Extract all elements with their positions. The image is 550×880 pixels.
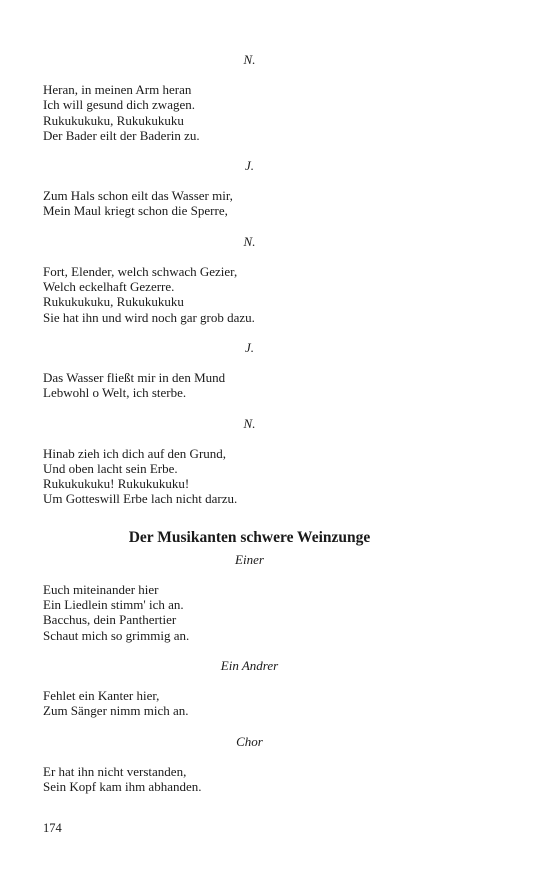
speaker-label: N. bbox=[243, 415, 256, 431]
verse-line: Sein Kopf kam ihm abhanden. bbox=[43, 778, 202, 794]
verse-line: Schaut mich so grimmig an. bbox=[43, 627, 190, 643]
stanza bbox=[43, 446, 456, 507]
verse-line: Welch eckelhaft Gezerre. bbox=[43, 279, 175, 295]
stanza bbox=[43, 82, 456, 143]
speaker-label: N. bbox=[243, 52, 256, 67]
verse-line: Hinab zieh ich dich auf den Grund, bbox=[43, 445, 227, 461]
page-number: 174 bbox=[43, 821, 62, 835]
verse-line: Lebwohl o Welt, ich sterbe. bbox=[43, 385, 187, 401]
verse-line: Und oben lacht sein Erbe. bbox=[43, 460, 178, 476]
verse-line: Zum Sänger nimm mich an. bbox=[43, 703, 189, 719]
verse-line: Fehlet ein Kanter hier, bbox=[43, 687, 160, 703]
verse-line: Sie hat ihn und wird noch gar grob dazu. bbox=[43, 309, 255, 325]
verse-line: Fort, Elender, welch schwach Gezier, bbox=[43, 263, 238, 279]
verse-line: Der Bader eilt der Baderin zu. bbox=[43, 127, 200, 143]
stanza bbox=[43, 370, 456, 401]
stanza bbox=[43, 582, 456, 643]
book-page bbox=[43, 52, 456, 794]
verse-line: Er hat ihn nicht verstanden, bbox=[43, 763, 187, 779]
stanza bbox=[43, 764, 456, 795]
speaker-label: Einer bbox=[235, 551, 264, 567]
verse-line: Mein Maul kriegt schon die Sperre, bbox=[43, 203, 228, 219]
verse-line: Ich will gesund dich zwagen. bbox=[43, 97, 195, 113]
verse-line: Rukukukuku, Rukukukuku bbox=[43, 112, 184, 128]
verse-line: Um Gotteswill Erbe lach nicht darzu. bbox=[43, 491, 238, 507]
verse-line: Ein Liedlein stimm' ich an. bbox=[43, 597, 184, 613]
speaker-label: Chor bbox=[236, 733, 263, 749]
poem-title: Der Musikanten schwere Weinzunge bbox=[128, 528, 371, 546]
speaker-label: Ein Andrer bbox=[220, 657, 279, 673]
verse-line: Bacchus, dein Panthertier bbox=[43, 612, 177, 628]
verse-line: Rukukukuku! Rukukukuku! bbox=[43, 476, 190, 492]
verse-line: Euch miteinander hier bbox=[43, 581, 159, 597]
speaker-label: J. bbox=[244, 158, 255, 174]
verse-line: Rukukukuku, Rukukukuku bbox=[43, 294, 184, 310]
verse-line: Zum Hals schon eilt das Wasser mir, bbox=[43, 188, 233, 204]
verse-line: Das Wasser fließt mir in den Mund bbox=[43, 369, 226, 385]
stanza bbox=[43, 688, 456, 719]
speaker-label: N. bbox=[243, 233, 256, 249]
verse-line: Heran, in meinen Arm heran bbox=[43, 82, 192, 97]
stanza bbox=[43, 188, 456, 219]
speaker-label: J. bbox=[244, 339, 255, 355]
stanza bbox=[43, 264, 456, 325]
